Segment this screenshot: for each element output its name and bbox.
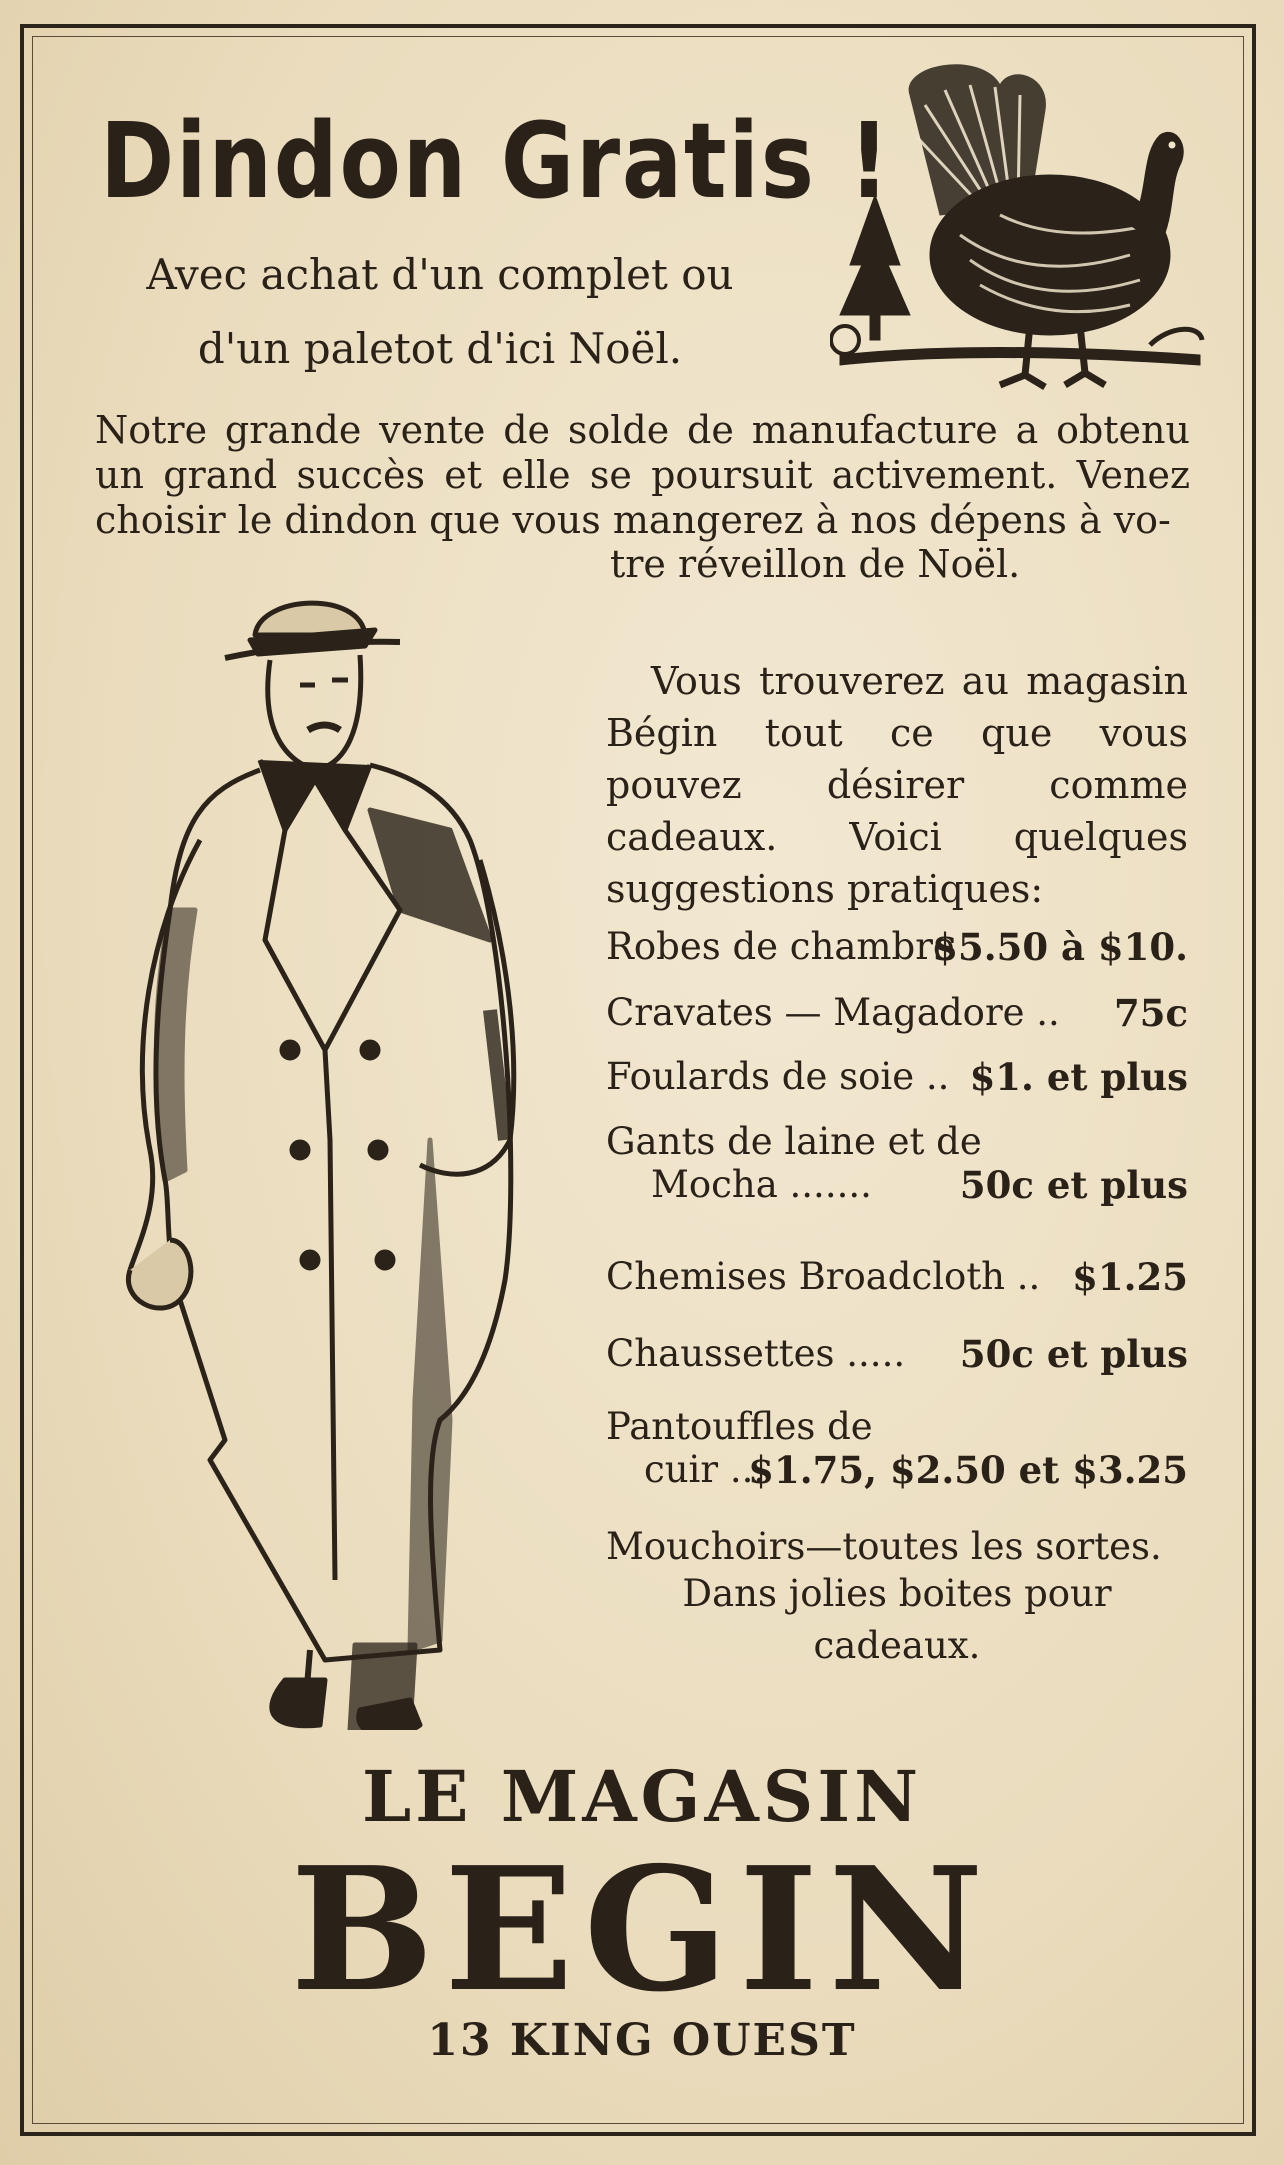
gift-item-price: 75c bbox=[1113, 991, 1188, 1035]
gift-item bbox=[606, 1055, 1188, 1098]
brand-subtitle: LE MAGASIN bbox=[361, 1755, 923, 1838]
gift-item bbox=[606, 991, 1188, 1034]
gift-item-name: Foulards de soie .. bbox=[606, 1055, 950, 1098]
turkey-illustration bbox=[830, 55, 1210, 415]
gift-item-name: Chemises Broadcloth .. bbox=[606, 1255, 1041, 1298]
gift-item-name: Pantoufﬂes de bbox=[606, 1405, 873, 1448]
gift-item-name-cont: cadeaux. bbox=[813, 1624, 981, 1667]
brand-name: BEGIN bbox=[290, 1830, 994, 2030]
gift-item-name: Cravates — Magadore .. bbox=[606, 991, 1060, 1034]
gift-item bbox=[606, 925, 1188, 968]
intro-paragraph: Notre grande vente de solde de manufacture a obtenu un grand succès et elle se poursuit activement. Venez choisir le dindon que vous mangerez à nos dépens à vo- bbox=[95, 408, 1190, 542]
man-in-overcoat-illustration bbox=[110, 580, 570, 1730]
gift-item-name: Gants de laine et de bbox=[606, 1120, 982, 1163]
gift-item bbox=[606, 1405, 1188, 1498]
gift-item bbox=[606, 1332, 1188, 1375]
gift-item bbox=[606, 1525, 1188, 1672]
suggestions-intro bbox=[606, 655, 1188, 915]
gift-item-price: $1. et plus bbox=[969, 1055, 1188, 1099]
gift-item-price: 50c et plus bbox=[959, 1332, 1188, 1376]
gift-item-name: Chaussettes ..... bbox=[606, 1332, 906, 1375]
subhead-line-1: Avec achat d'un complet ou bbox=[146, 250, 734, 299]
store-address: 13 KING OUEST bbox=[427, 2015, 857, 2066]
gift-item-name: Mouchoirs—toutes les sortes. bbox=[606, 1525, 1162, 1568]
suggestions-intro-text: Vous trouverez au magasin Bégin tout ce que vous pouvez désirer comme cadeaux. Voici quelques suggestions pratiques: bbox=[606, 659, 1188, 911]
gift-item bbox=[606, 1255, 1188, 1298]
gift-item-price: $1.75, $2.50 et $3.25 bbox=[748, 1448, 1188, 1492]
gift-item bbox=[606, 1120, 1188, 1213]
gift-item-name-cont: Dans jolies boites pour bbox=[682, 1572, 1112, 1615]
gift-item-name-cont: cuir ... bbox=[644, 1448, 766, 1491]
headline: Dindon Gratis ! bbox=[100, 100, 892, 222]
intro-last-line: tre réveillon de Noël. bbox=[610, 542, 1021, 586]
gift-item-price: $5.50 à $10. bbox=[932, 925, 1188, 969]
gift-item-name: Robes de chambre bbox=[606, 925, 955, 968]
gift-item-name-cont: Mocha ....... bbox=[651, 1163, 872, 1206]
subhead bbox=[110, 238, 770, 386]
subhead-line-2: d'un paletot d'ici Noël. bbox=[197, 324, 683, 373]
gift-item-price: 50c et plus bbox=[959, 1163, 1188, 1207]
gift-item-price: $1.25 bbox=[1072, 1255, 1188, 1299]
